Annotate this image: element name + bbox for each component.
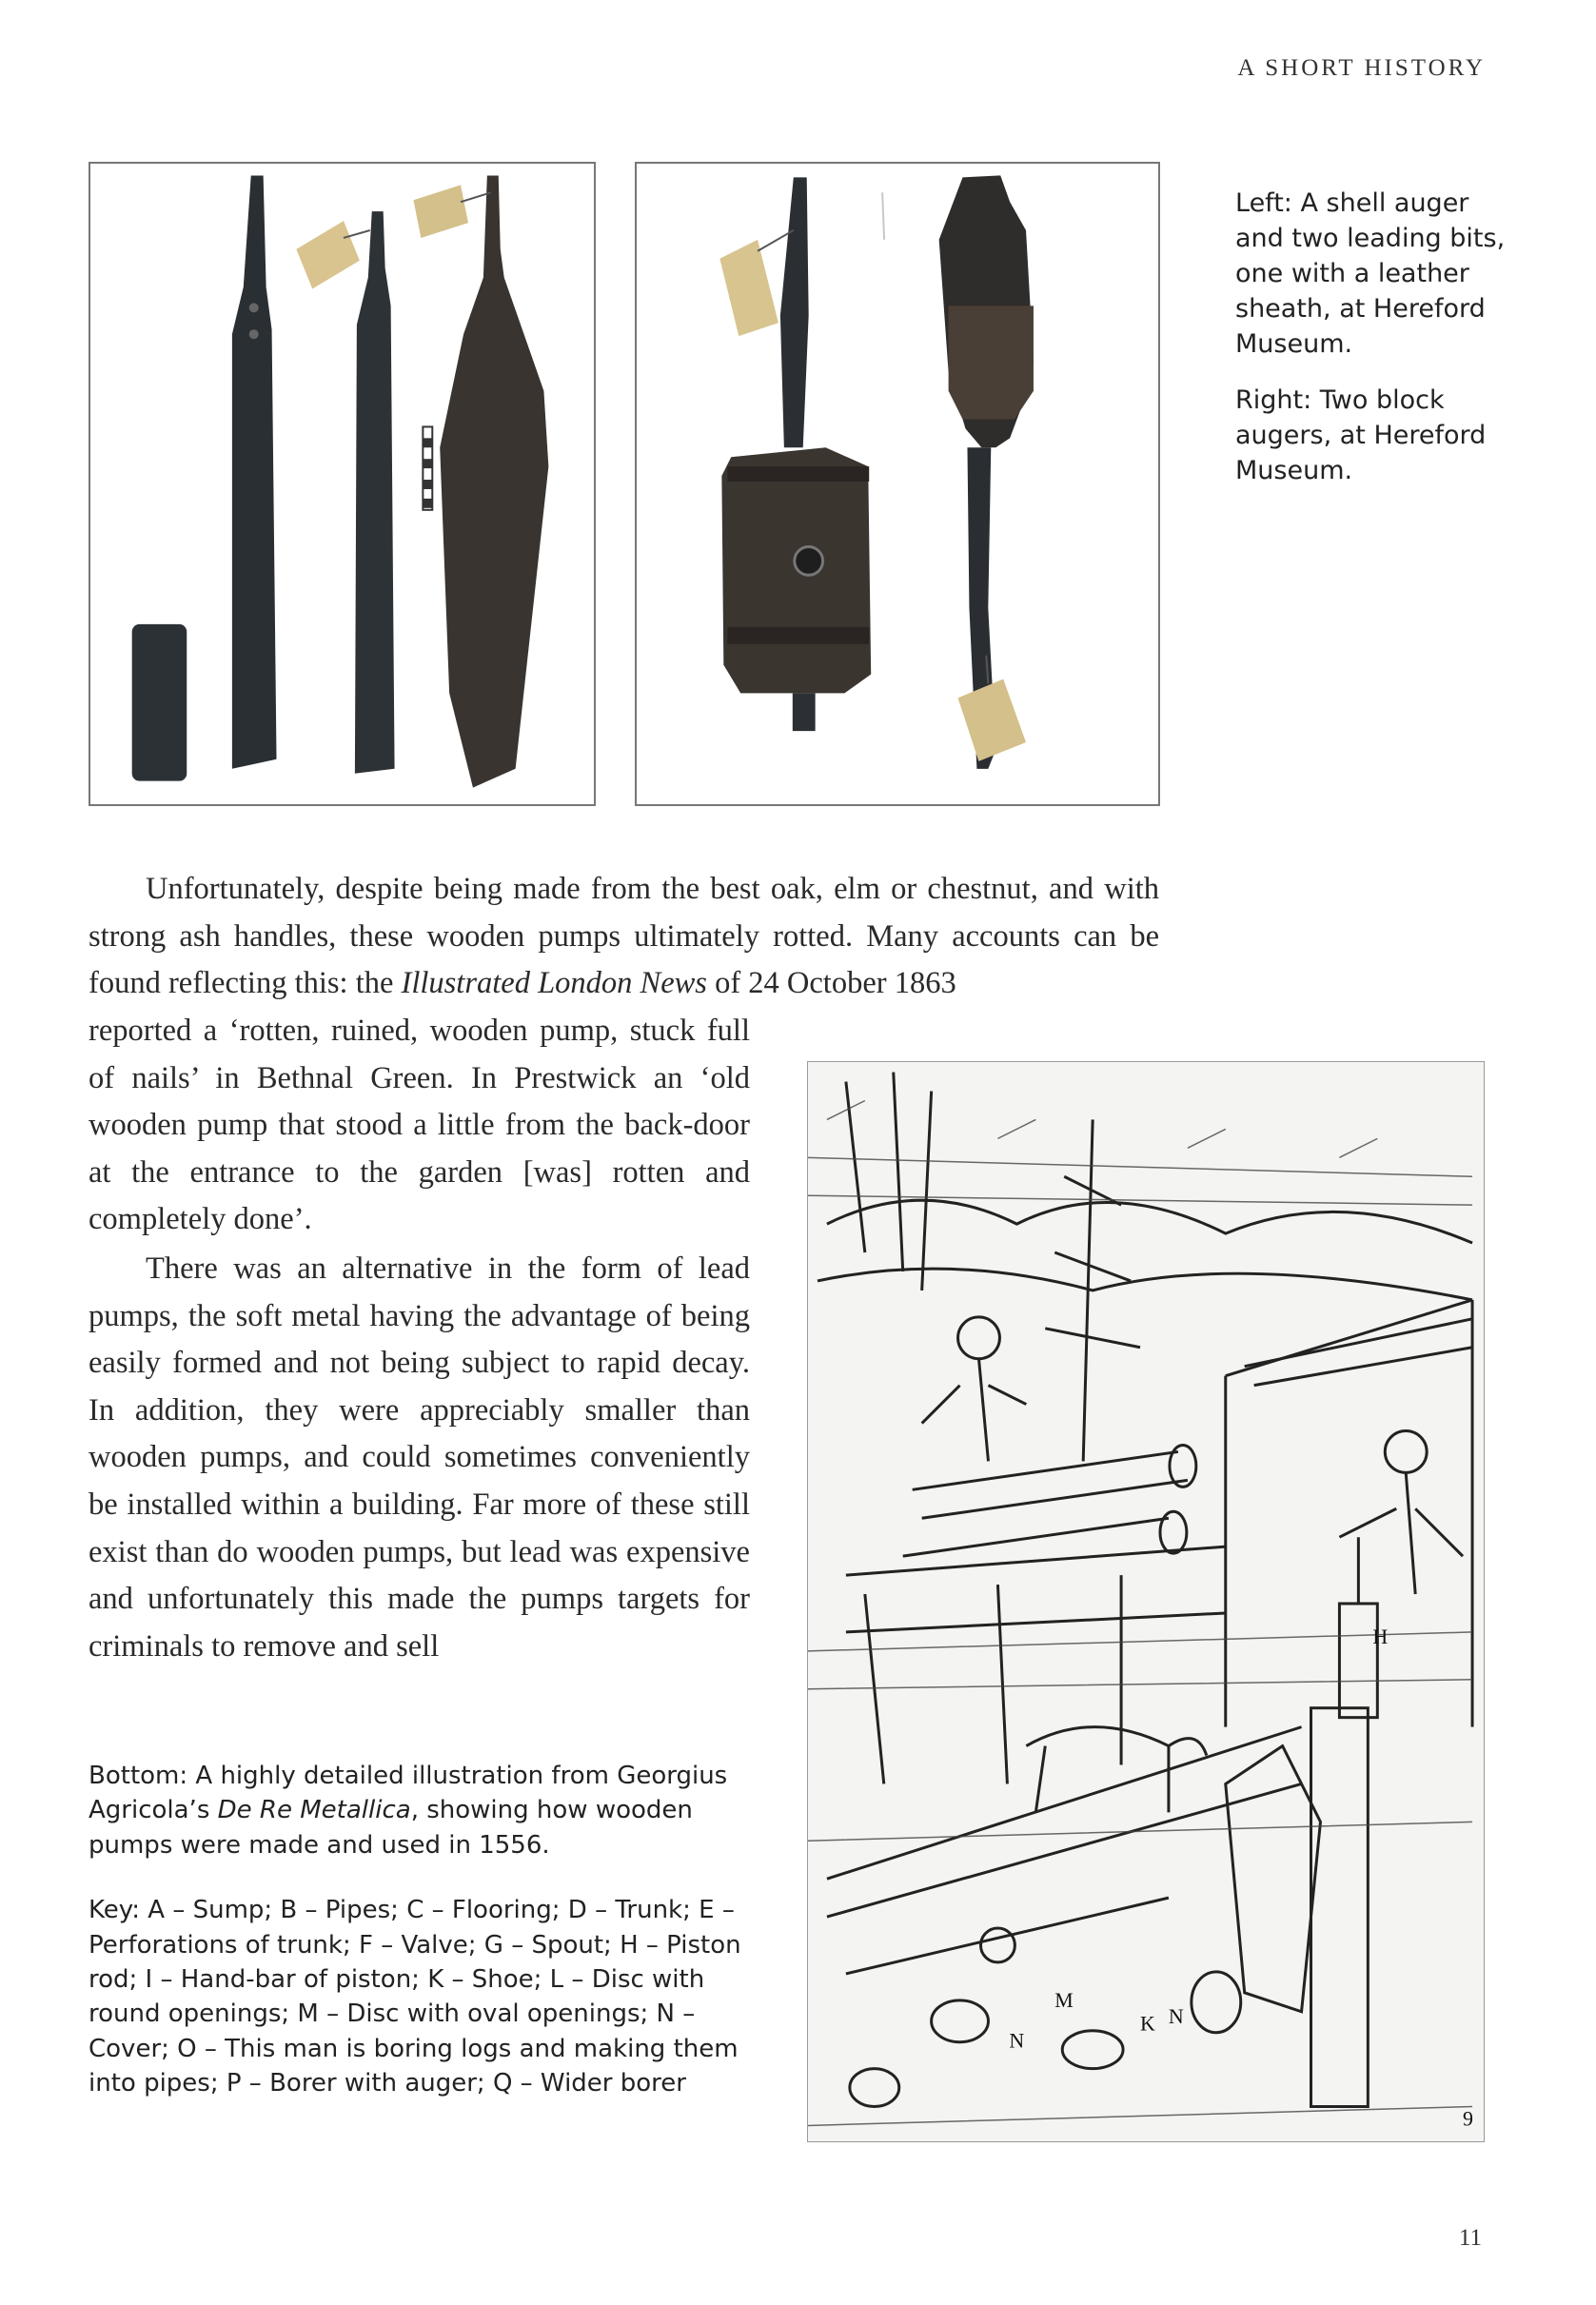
p1-text-start: Unfortunately, despite being made from the best oak, elm or chestnut, and with strong ash handles, these wooden pumps ultimately rotted. Many accounts can be found reflecting this: the xyxy=(89,872,1159,1001)
block-augers-image xyxy=(637,164,1158,804)
woodcut-illustration xyxy=(807,1061,1485,2142)
agricola-woodcut-image xyxy=(808,1062,1484,2141)
photo-block-augers xyxy=(635,162,1160,806)
woodcut-caption xyxy=(89,1759,764,2101)
label-n-cover: N xyxy=(1168,2003,1184,2028)
publication-title: Illustrated London News xyxy=(401,966,707,1001)
body-paragraph-2: There was an alternative in the form of lead pumps, the soft metal having the advantage of being easily formed and not being subject to rapid decay. In addition, they were appreciably smaller than wooden pumps, and could sometimes conveniently be installed within a building. Far more of these still exist than do wooden pumps, but lead was expensive and unfortunately this made the pumps targets for criminals to remove and sell xyxy=(89,1251,750,1664)
book-title: De Re Metallica xyxy=(217,1796,411,1825)
label-h: H xyxy=(1372,1624,1389,1648)
page-number: 11 xyxy=(1458,2225,1482,2251)
body-paragraph-1-continued: reported a ‘rotten, ruined, wooden pump, stuck full of nails’ in Bethnal Green. In Prestwick an ‘old wooden pump that stood a little from the back-door at the entrance to the garden [was] rotten and completely done’. xyxy=(89,1014,750,1237)
label-n: N xyxy=(1009,2028,1025,2053)
shell-auger-image xyxy=(90,164,594,804)
p1-text-end: of 24 October 1863 xyxy=(706,966,956,1001)
photo-captions xyxy=(1235,186,1511,488)
woodcut-key: Key: A – Sump; B – Pipes; C – Flooring; D – Trunk; E – Perforations of trunk; F – Valve; G – Spout; H – Piston rod; I – Hand-bar of piston; K – Shoe; L – Disc with round openings; M – Disc with oval openings; N – Cover; O – This man is boring logs and making them into pipes; P – Borer with auger; Q – Wider borer xyxy=(89,1896,741,2098)
running-head: A SHORT HISTORY xyxy=(1237,55,1486,81)
label-corner: 9 xyxy=(1463,2106,1474,2131)
caption-left-photo: Left: A shell auger and two leading bits, one with a leather sheath, at Hereford Museum. xyxy=(1235,188,1506,359)
body-paragraph-1 xyxy=(89,866,1159,1008)
woodcut-caption-intro: Bottom: A highly detailed illustration from Georgius Agricola’s De Re Metallica, showing how wooden pumps were made and used in 1556. xyxy=(89,1762,728,1860)
caption-right-photo: Right: Two block augers, at Hereford Museum. xyxy=(1235,385,1487,485)
photo-shell-auger xyxy=(89,162,596,806)
label-k: K xyxy=(1140,2011,1155,2036)
body-column-left xyxy=(89,1008,750,1670)
label-m: M xyxy=(1054,1987,1074,2012)
